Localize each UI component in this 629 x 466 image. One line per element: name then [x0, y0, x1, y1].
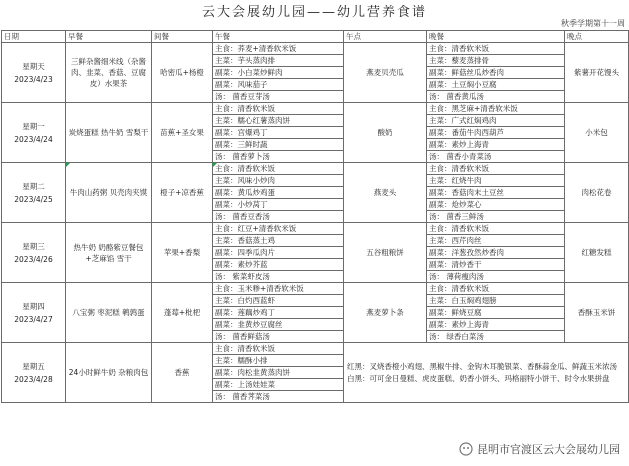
- lunch-line: 副菜：肉松韭黄蒸肉饼: [213, 367, 344, 379]
- date-cell: 星期一 2023/4/24: [2, 103, 66, 163]
- lunch-line: 汤： 菌香豆芽汤: [213, 91, 344, 103]
- table-row: [2, 283, 629, 295]
- lunch-line: 主食：荞麦+清香软米饭: [213, 43, 344, 55]
- afternoon-snack-cell: 燕麦贝壳瓜: [344, 43, 427, 103]
- lunch-line: 副菜：风味茄子: [213, 79, 344, 91]
- morning-snack-cell: 蓬莓+枇杷: [152, 283, 213, 343]
- evening-snack-cell: 紫薯开花馒头: [565, 43, 629, 103]
- dinner-line: 副菜：土豆焖小豆腐: [427, 79, 565, 91]
- dinner-line: 主菜：红烧牛肉: [427, 175, 565, 187]
- dinner-line: 主菜：西芹肉丝: [427, 235, 565, 247]
- lunch-line: 主食：清香软米饭: [213, 163, 344, 175]
- table-row: [2, 103, 629, 115]
- morning-snack-cell: 哈密瓜+杨橙: [152, 43, 213, 103]
- lunch-line: 主食：红豆+清香软米饭: [213, 223, 344, 235]
- header-date: 日期: [2, 31, 66, 43]
- dinner-line: 副菜：番茄牛肉西葫芦: [427, 127, 565, 139]
- breakfast-cell: 24小时鲜牛奶 杂粮肉包: [66, 343, 152, 403]
- dinner-line: 副菜：鲜烧豆腐: [427, 307, 565, 319]
- week-label: 秋季学期第十一周: [561, 19, 625, 28]
- lunch-line: 副菜：莲藕炒鸡丁: [213, 307, 344, 319]
- lunch-line: 主菜：芋头蒸肉排: [213, 55, 344, 67]
- lunch-line: 副菜：韭黄炒豆腐丝: [213, 319, 344, 331]
- dinner-line: 汤： 菌香三鲜汤: [427, 211, 565, 223]
- breakfast-cell: 牛肉山药粥 贝壳肉夹馍: [66, 163, 152, 223]
- header-evening-snack: 晚点: [565, 31, 629, 43]
- dinner-line: 副菜：清炒香干: [427, 259, 565, 271]
- lunch-line: 汤： 菌香鲜菇汤: [213, 331, 344, 343]
- lunch-line: 汤： 菌香萝卜汤: [213, 151, 344, 163]
- breakfast-cell: 三鲜杂酱细米线（杂酱肉、韭菜、香菇、豆腐皮）水果茶: [66, 43, 152, 103]
- lunch-line: 副菜：黄瓜炒鸡蛋: [213, 187, 344, 199]
- header-breakfast: 早餐: [66, 31, 152, 43]
- breakfast-cell: 热牛奶 奶酪紫豆餐包+芝麻馅 雪干: [66, 223, 152, 283]
- menu-table: [1, 30, 629, 403]
- watermark-text: 昆明市官渡区云大会展幼儿园: [477, 443, 620, 456]
- header-afternoon-snack: 午点: [344, 31, 427, 43]
- lunch-line: 副菜：三鲜时蔬: [213, 139, 344, 151]
- lunch-line: 副菜：上汤娃娃菜: [213, 379, 344, 391]
- evening-snack-cell: 红糖发糕: [565, 223, 629, 283]
- dinner-note-cell: 红黑：叉烧香橙小鸡翅、黑椒牛排、金钩木耳脆银菜、香酥蒜金瓜、鲜蔬玉米浓汤 白黑：可可金日曼糕、虎皮蛋糕、奶香小饼头、玛格丽特小饼干、时令水果拼盘: [344, 343, 629, 403]
- lunch-line: 汤： 菌香豆香汤: [213, 211, 344, 223]
- afternoon-snack-cell: 燕麦头: [344, 163, 427, 223]
- table-row: [2, 163, 629, 175]
- lunch-line: 主食：玉米糁+清香软米饭: [213, 283, 344, 295]
- date-cell: 星期三 2023/4/26: [2, 223, 66, 283]
- morning-snack-cell: 苗蕉+圣女果: [152, 103, 213, 163]
- dinner-line: 汤： 绿香白菜汤: [427, 331, 565, 343]
- lunch-line: 主菜：风味小炒肉: [213, 175, 344, 187]
- lunch-line: 主菜：糯心红薯蒸肉饼: [213, 115, 344, 127]
- dinner-line: 主菜：白玉焖鸡翅膀: [427, 295, 565, 307]
- page-title: 云大会展幼儿园——幼儿营养食谱: [201, 5, 427, 20]
- table-row: [2, 43, 629, 55]
- dinner-line: 副菜：素炒上海青: [427, 139, 565, 151]
- dinner-line: 主食：清香软米饭: [427, 43, 565, 55]
- header-dinner: 晚餐: [427, 31, 565, 43]
- breakfast-cell: 炭烧蛋糕 热牛奶 雪梨干: [66, 103, 152, 163]
- table-row: [2, 223, 629, 235]
- header-lunch: 午餐: [213, 31, 344, 43]
- lunch-line: 副菜：小白菜炒鲜肉: [213, 67, 344, 79]
- watermark: [456, 440, 623, 458]
- dinner-line: 主菜：藜麦蒸排骨: [427, 55, 565, 67]
- dinner-line: 汤： 薄荷瘦肉汤: [427, 271, 565, 283]
- date-cell: 星期天 2023/4/23: [2, 43, 66, 103]
- lunch-line: 主菜：糯酥小排: [213, 355, 344, 367]
- evening-snack-cell: 香酥玉米饼: [565, 283, 629, 343]
- dinner-line: 主食：清香软米饭: [427, 223, 565, 235]
- date-cell: 星期四 2023/4/27: [2, 283, 66, 343]
- morning-snack-cell: 苹果+香梨: [152, 223, 213, 283]
- dinner-line: 主菜：广式红焖鸡肉: [427, 115, 565, 127]
- date-cell: 星期二 2023/4/25: [2, 163, 66, 223]
- lunch-line: 主食：清香软米饭: [213, 103, 344, 115]
- dinner-line: 主食：清香软米饭: [427, 283, 565, 295]
- breakfast-cell: 八宝粥 枣泥糕 鹌鹑蛋: [66, 283, 152, 343]
- dinner-line: 副菜：炝炒菜心: [427, 199, 565, 211]
- evening-snack-cell: 肉松花卷: [565, 163, 629, 223]
- date-cell: 星期五 2023/4/28: [2, 343, 66, 403]
- lunch-line: 副菜：宫爆鸡丁: [213, 127, 344, 139]
- morning-snack-cell: 香蕉: [152, 343, 213, 403]
- dinner-line: 主食：清香软米饭: [427, 163, 565, 175]
- dinner-line: 副菜：素炒上海青: [427, 319, 565, 331]
- dinner-line: 副菜：鲜菇丝瓜炒香肉: [427, 67, 565, 79]
- lunch-line: 副菜：小炒莴丁: [213, 199, 344, 211]
- lunch-line: 汤： 紫菜虾皮汤: [213, 271, 344, 283]
- dinner-line: 汤： 菌香小青菜汤: [427, 151, 565, 163]
- lunch-line: 汤： 菌香荠菜汤: [213, 391, 344, 403]
- lunch-line: 主食：清香软米饭: [213, 343, 344, 355]
- dinner-line: 副菜：洋葱孜然炒香肉: [427, 247, 565, 259]
- table-row: [2, 343, 629, 355]
- lunch-line: 副菜：素炒芥蓝: [213, 259, 344, 271]
- lunch-line: 副菜：四季瓜肉片: [213, 247, 344, 259]
- afternoon-snack-cell: 五谷粗粮饼: [344, 223, 427, 283]
- afternoon-snack-cell: 燕麦萝卜条: [344, 283, 427, 343]
- lunch-line: 主菜：香菇蒸土鸡: [213, 235, 344, 247]
- dinner-line: 主食：黑芝麻+清香软米饭: [427, 103, 565, 115]
- header-morning-snack: 间餐: [152, 31, 213, 43]
- dinner-line: 汤： 菌香黄瓜汤: [427, 91, 565, 103]
- dinner-line: 副菜：香菇肉末土豆丝: [427, 187, 565, 199]
- lunch-line: 主菜：白灼西蓝虾: [213, 295, 344, 307]
- wechat-icon: [459, 442, 473, 456]
- evening-snack-cell: 小米包: [565, 103, 629, 163]
- header-row: [2, 31, 629, 43]
- afternoon-snack-cell: 酸奶: [344, 103, 427, 163]
- morning-snack-cell: 橙子+凉香蕉: [152, 163, 213, 223]
